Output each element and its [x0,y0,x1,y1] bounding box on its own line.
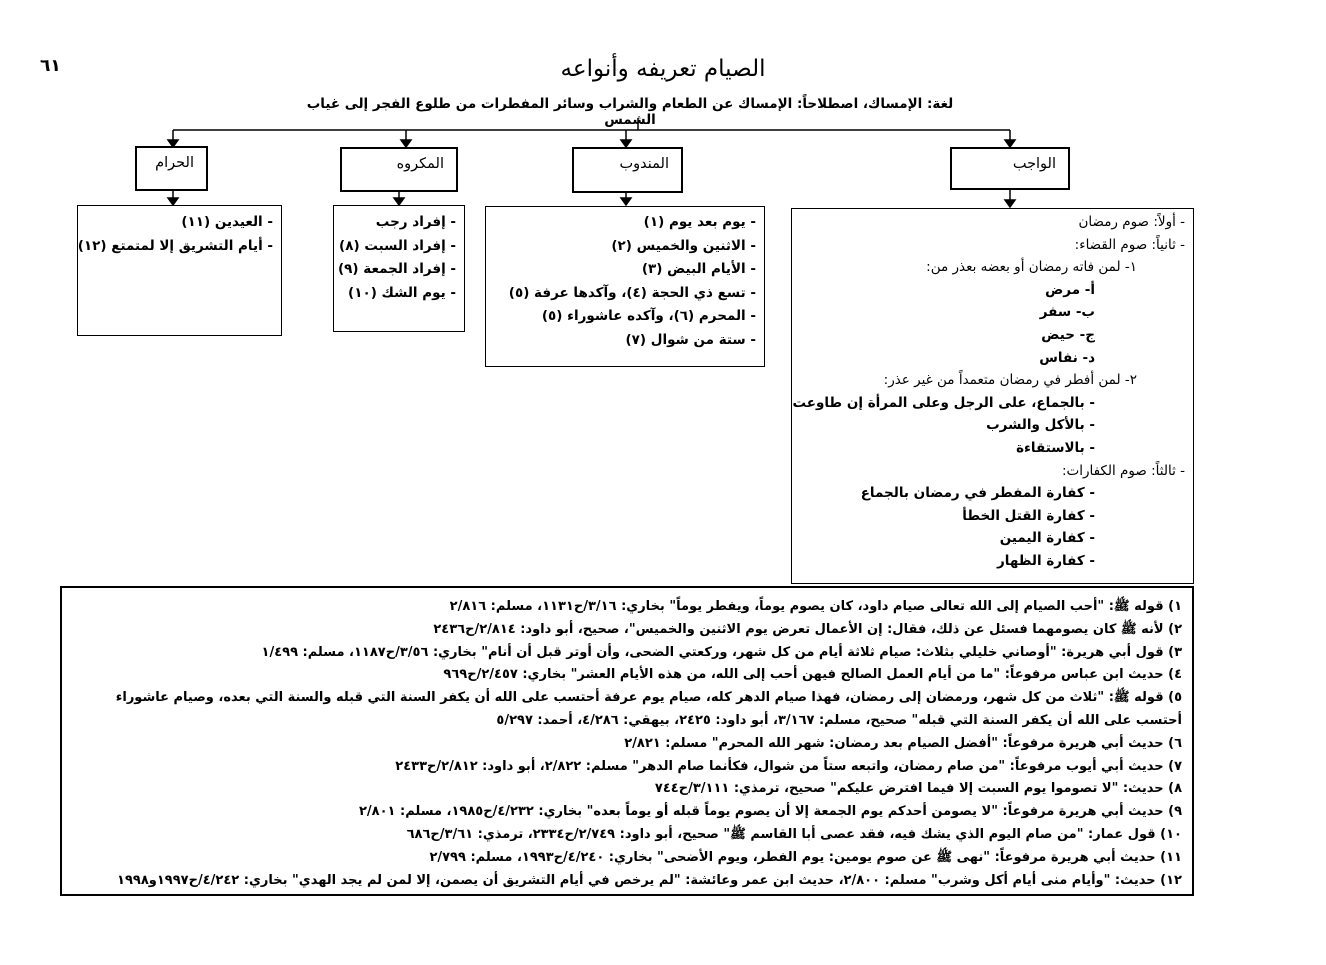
makruh-item: - إفراد الجمعة (٩) [338,261,456,277]
mandub-list [485,206,765,367]
footnote: ٦) حديث أبي هريرة مرفوعاً: "أفضل الصيام بعد رمضان: شهر الله المحرم" مسلم: ٢/٨٢١ [624,735,1182,751]
wajib-item: - بالأكل والشرب [986,417,1095,434]
arrow-mandub [621,140,631,147]
footnote: ٤) حديث ابن عباس مرفوعاً: "ما من أيام العمل الصالح فيهن أحب إلى الله، من هذه الأيام العشر" بخاري: ٢/٤٥٧/ح٩٦٩ [443,667,1182,683]
makruh-item: - إفراد السبت (٨) [339,237,456,254]
footnote: ١١) حديث أبي هريرة مرفوعاً: "نهى ﷺ عن صوم يومين: يوم الفطر، ويوم الأضحى" بخاري: ٤/٢٤٠/ح١٩٩٣، مسلم: ٢/٧٩٩ [429,849,1182,865]
haram-item: - العيدين (١١) [181,214,273,230]
arrow-mandub-list [621,198,631,205]
footnote: ١٢) حديث: "وأيام منى أيام أكل وشرب" مسلم: ٢/٨٠٠، حديث ابن عمر وعائشة: "لم يرخص في أيام التشريق أن يصمن، إلا لمن لم يجد الهدي" بخاري: ٤/٢٤٢/ح١٩٩٧و١٩٩٨ [117,872,1182,888]
wajib-item: - كفارة القتل الخطأ [962,507,1095,524]
footnote: ٧) حديث أبي أيوب مرفوعاً: "من صام رمضان، واتبعه ستاً من شوال، فكأنما صام الدهر" مسلم: ٢/٨٢٢، أبو داود: ٢/٨١٢/ح٢٤٣٣ [395,758,1182,774]
mandub-item: - ستة من شوال (٧) [625,331,756,348]
category-haram-label: الحرام [155,155,194,171]
footnote: ٢) لأنه ﷺ كان يصومهما فسئل عن ذلك، فقال: إن الأعمال تعرض يوم الاثنين والخميس"، صحيح، أبو داود: ٢/٨١٤/ح٢٤٣٦ [433,621,1182,637]
wajib-item: - كفارة الظهار [997,552,1095,569]
wajib-item: ب- سفر [1039,304,1095,321]
wajib-list [791,208,1194,584]
haram-item: - أيام التشريق إلا لمتمتع (١٢) [77,237,273,254]
category-makruh [340,147,458,192]
wajib-item: - ثانياً: صوم القضاء: [1074,236,1185,253]
arrow-makruh-list [394,198,404,205]
arrow-haram-list [168,198,178,205]
makruh-item: - إفراد رجب [375,214,456,230]
wajib-item: ٢- لمن أفطر في رمضان متعمداً من غير عذر: [883,372,1137,389]
footnote: ١) قوله ﷺ: "أحب الصيام إلى الله تعالى صيام داود، كان يصوم يوماً، ويفطر يوماً" بخاري: ٣/١٦/ح١١٣١، مسلم: ٢/٨١٦ [449,599,1182,614]
wajib-item: - كفارة اليمين [999,530,1095,547]
wajib-item: - بالاستقاءة [1016,439,1095,456]
mandub-item: - الاثنين والخميس (٢) [611,237,756,254]
category-mandub [572,147,683,193]
wajib-item: ١- لمن فاته رمضان أو بعضه بعذر من: [926,259,1137,276]
arrow-wajib [1005,140,1015,147]
footnote: ٩) حديث أبي هريرة مرفوعاً: "لا يصومن أحدكم يوم الجمعة إلا أن يصوم يوماً قبله أو يوماً بعده" بخاري: ٤/٢٣٢/ح١٩٨٥، مسلم: ٢/٨٠١ [359,804,1182,820]
makruh-item: - يوم الشك (١٠) [348,284,456,301]
category-haram [135,146,208,191]
footnote: ١٠) قول عمار: "من صام اليوم الذي يشك فيه، فقد عصى أبا القاسم ﷺ" صحيح، أبو داود: ٢/٧٤٩/ح٢٣٣٤، ترمذي: ٣/٦١/ح٦٨٦ [406,826,1182,842]
wajib-item: - ثالثاً: صوم الكفارات: [1061,462,1185,479]
mandub-item: - الأيام البيض (٣) [641,261,756,277]
footnote: ٥) قوله ﷺ: "ثلاث من كل شهر، ورمضان إلى رمضان، فهذا صيام الدهر كله، صيام يوم عرفة أحتسب على الله أن يكفر السنة التي قبله والسنة التي بعده، وصيام عاشوراء أحتسب على الله أن يكفر السنة التي قبله" صحيح، مسلم: ٣/١٦٧، أبو داود: ٢٤٢٥، بيهقي: ٤/٢٨٦، أحمد: ٥/٢٩٧ [115,690,1182,728]
wajib-item: - كفارة المفطر في رمضان بالجماع [860,485,1095,502]
definition: لغة: الإمساك، اصطلاحاً: الإمساك عن الطعام والشراب وسائر المفطرات من طلوع الفجر إلى غياب الشمس [306,96,954,128]
makruh-list [333,205,465,332]
category-wajib-label: الواجب [1012,156,1056,172]
wajib-item: - أولاً: صوم رمضان [1078,214,1185,230]
category-mandub-label: المندوب [619,156,669,172]
footnote: ٣) قول أبي هريرة: "أوصاني خليلي بثلاث: صيام ثلاثة أيام من كل شهر، وركعتي الضحى، وأن أوتر قبل أن أنام" بخاري: ٣/٥٦/ح١١٨٧، مسلم: ١/٤٩٩ [261,644,1182,660]
footnote: ٨) حديث: "لا تصوموا يوم السبت إلا فيما افترض عليكم" صحيح، ترمذي: ٣/١١١/ح٧٤٤ [654,781,1182,797]
category-makruh-label: المكروه [396,156,444,172]
wajib-item: أ- مرض [1045,281,1095,298]
wajib-item: د- نفاس [1039,349,1095,366]
page-title: الصيام تعريفه وأنواعه [560,56,766,82]
wajib-item: - بالجماع، على الرجل وعلى المرأة إن طاوعت [792,394,1095,411]
mandub-item: - يوم بعد يوم (١) [643,214,756,230]
arrow-makruh [401,140,411,147]
mandub-item: - تسع ذي الحجة (٤)، وآكدها عرفة (٥) [508,284,756,301]
category-wajib [950,147,1070,190]
wajib-item: ج- حيض [1041,326,1095,343]
arrow-wajib-list [1005,200,1015,207]
page-number: ٦١ [40,56,61,76]
mandub-item: - المحرم (٦)، وآكده عاشوراء (٥) [541,308,756,324]
footnotes-box [60,586,1194,896]
haram-list [77,205,282,336]
